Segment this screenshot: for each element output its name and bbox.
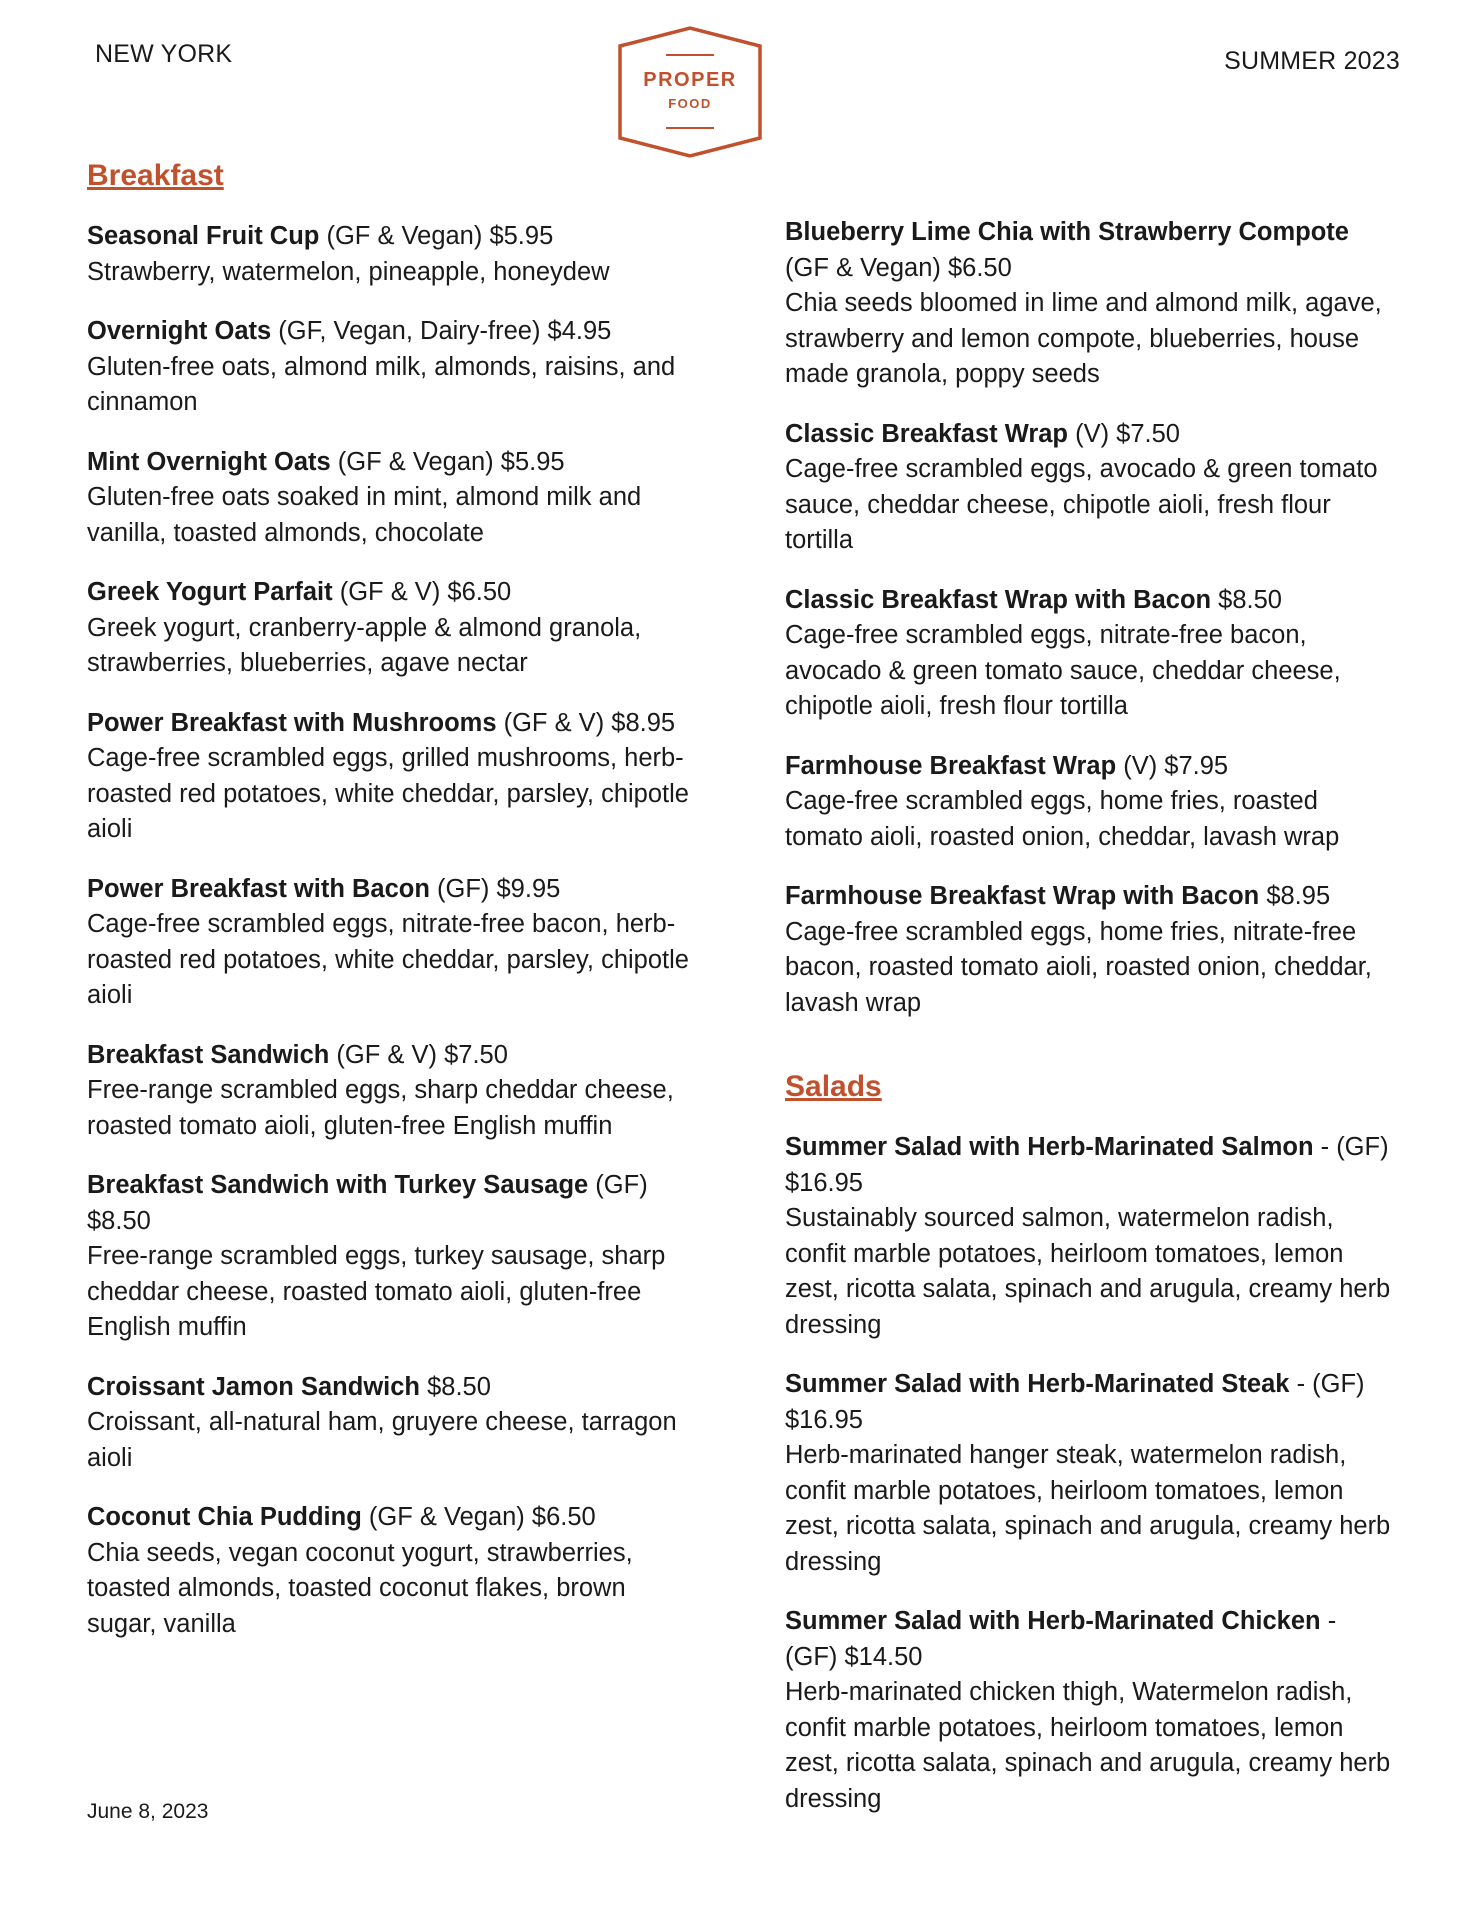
item-tags-price: (GF) $9.95 — [429, 874, 561, 903]
item-tags-price: (GF & V) $8.95 — [496, 708, 676, 737]
item-tags-price: (GF & Vegan) $6.50 — [361, 1503, 596, 1531]
menu-item — [87, 706, 697, 848]
menu-item — [87, 314, 697, 421]
item-name: Overnight Oats — [87, 317, 272, 345]
menu-item — [785, 879, 1395, 1021]
menu-item — [87, 872, 697, 1014]
item-name: Farmhouse Breakfast Wrap — [785, 751, 1117, 780]
left-column — [87, 158, 697, 1666]
item-tags-price: (GF & Vegan) $6.50 — [785, 253, 1012, 282]
item-description: Cage-free scrambled eggs, nitrate-free bacon, avocado & green tomato sauce, cheddar cheese, chipotle aioli, fresh flour tortilla — [785, 621, 1341, 720]
proper-food-logo — [616, 26, 764, 158]
item-name: Blueberry Lime Chia with Strawberry Compote — [785, 218, 1349, 246]
item-description: Chia seeds bloomed in lime and almond milk, agave, strawberry and lemon compote, blueberries, house made granola, poppy seeds — [785, 289, 1382, 388]
menu-item — [785, 417, 1395, 559]
item-description: Herb-marinated hanger steak, watermelon radish, confit marble potatoes, heirloom tomatoes, lemon zest, ricotta salata, spinach and arugula, creamy herb dressing — [785, 1441, 1391, 1576]
item-description: Cage-free scrambled eggs, home fries, nitrate-free bacon, roasted tomato aioli, roasted onion, cheddar, lavash wrap — [785, 917, 1372, 1017]
item-name: Summer Salad with Herb-Marinated Salmon — [785, 1133, 1314, 1161]
menu-item — [87, 1168, 697, 1346]
item-tags-price: (GF, Vegan, Dairy-free) $4.95 — [271, 317, 612, 345]
menu-item — [785, 583, 1395, 725]
item-description: Greek yogurt, cranberry-apple & almond granola, strawberries, blueberries, agave nectar — [87, 613, 642, 677]
item-description: Cage-free scrambled eggs, home fries, roasted tomato aioli, roasted onion, cheddar, lavash wrap — [785, 787, 1340, 851]
menu-item — [87, 1500, 697, 1642]
item-description: Cage-free scrambled eggs, grilled mushrooms, herb-roasted red potatoes, white cheddar, parsley, chipotle aioli — [87, 744, 689, 843]
menu-item — [785, 215, 1395, 393]
menu-item — [785, 1604, 1395, 1817]
item-tags-price: - (GF) $16.95 — [785, 1370, 1365, 1434]
item-name: Farmhouse Breakfast Wrap with Bacon — [785, 882, 1260, 910]
item-name: Croissant Jamon Sandwich — [87, 1372, 420, 1401]
item-description: Strawberry, watermelon, pineapple, honeydew — [87, 257, 610, 286]
item-name: Breakfast Sandwich with Turkey Sausage — [87, 1171, 589, 1199]
season-label: SUMMER 2023 — [1224, 47, 1400, 75]
breakfast-list — [87, 219, 697, 1642]
item-tags-price: $8.95 — [1259, 882, 1331, 910]
item-tags-price: - (GF) $16.95 — [785, 1133, 1389, 1197]
item-tags-price: (V) $7.95 — [1116, 751, 1229, 780]
right-column — [785, 215, 1395, 1841]
menu-item — [785, 1130, 1395, 1343]
item-tags-price: (GF & Vegan) $5.95 — [319, 222, 554, 250]
item-tags-price: $8.50 — [420, 1372, 491, 1401]
item-description: Sustainably sourced salmon, watermelon radish, confit marble potatoes, heirloom tomatoes, lemon zest, ricotta salata, spinach and arugula, creamy herb dressing — [785, 1204, 1391, 1339]
item-description: Free-range scrambled eggs, sharp cheddar cheese, roasted tomato aioli, gluten-free English muffin — [87, 1076, 674, 1140]
item-name: Power Breakfast with Mushrooms — [87, 708, 497, 737]
section-title-breakfast: Breakfast — [87, 159, 224, 192]
item-tags-price: (GF) $8.50 — [87, 1171, 648, 1235]
logo-line2: FOOD — [668, 96, 712, 111]
item-tags-price: (GF & Vegan) $5.95 — [330, 447, 565, 476]
item-description: Cage-free scrambled eggs, avocado & green tomato sauce, cheddar cheese, chipotle aioli, fresh flour tortilla — [785, 455, 1378, 554]
item-tags-price: (GF & V) $6.50 — [332, 578, 512, 606]
footer-date: June 8, 2023 — [87, 1800, 209, 1823]
item-description: Chia seeds, vegan coconut yogurt, strawberries, toasted almonds, toasted coconut flakes, brown sugar, vanilla — [87, 1538, 633, 1638]
menu-item — [87, 1038, 697, 1145]
menu-item — [87, 445, 697, 552]
item-name: Coconut Chia Pudding — [87, 1503, 362, 1531]
salads-list — [785, 1130, 1395, 1817]
item-name: Classic Breakfast Wrap with Bacon — [785, 585, 1212, 614]
item-tags-price: - (GF) $14.50 — [785, 1607, 1337, 1671]
section-title-salads: Salads — [785, 1070, 882, 1103]
item-name: Summer Salad with Herb-Marinated Chicken — [785, 1607, 1321, 1635]
item-description: Gluten-free oats soaked in mint, almond milk and vanilla, toasted almonds, chocolate — [87, 483, 642, 547]
menu-item — [87, 219, 697, 290]
item-name: Greek Yogurt Parfait — [87, 578, 333, 606]
menu-item — [785, 749, 1395, 856]
item-name: Seasonal Fruit Cup — [87, 222, 320, 250]
item-name: Mint Overnight Oats — [87, 447, 331, 476]
item-name: Breakfast Sandwich — [87, 1040, 330, 1069]
item-name: Classic Breakfast Wrap — [785, 419, 1069, 448]
item-description: Herb-marinated chicken thigh, Watermelon radish, confit marble potatoes, heirloom tomatoes, lemon zest, ricotta salata, spinach and arugula, creamy herb dressing — [785, 1678, 1391, 1813]
item-name: Power Breakfast with Bacon — [87, 874, 430, 903]
breakfast-list-continued — [785, 215, 1395, 1021]
item-description: Cage-free scrambled eggs, nitrate-free bacon, herb-roasted red potatoes, white cheddar, parsley, chipotle aioli — [87, 910, 689, 1009]
menu-item — [87, 1370, 697, 1477]
logo-hexagon — [620, 28, 760, 156]
item-description: Croissant, all-natural ham, gruyere cheese, tarragon aioli — [87, 1408, 677, 1472]
item-tags-price: (GF & V) $7.50 — [329, 1040, 508, 1069]
item-name: Summer Salad with Herb-Marinated Steak — [785, 1370, 1290, 1398]
menu-item — [87, 575, 697, 682]
item-tags-price: (V) $7.50 — [1068, 419, 1180, 448]
item-description: Gluten-free oats, almond milk, almonds, raisins, and cinnamon — [87, 352, 676, 416]
item-description: Free-range scrambled eggs, turkey sausage, sharp cheddar cheese, roasted tomato aioli, gluten-free English muffin — [87, 1242, 666, 1341]
item-tags-price: $8.50 — [1211, 585, 1282, 614]
city-label: NEW YORK — [95, 40, 233, 68]
menu-item — [785, 1367, 1395, 1580]
logo-line1: PROPER — [643, 69, 737, 91]
